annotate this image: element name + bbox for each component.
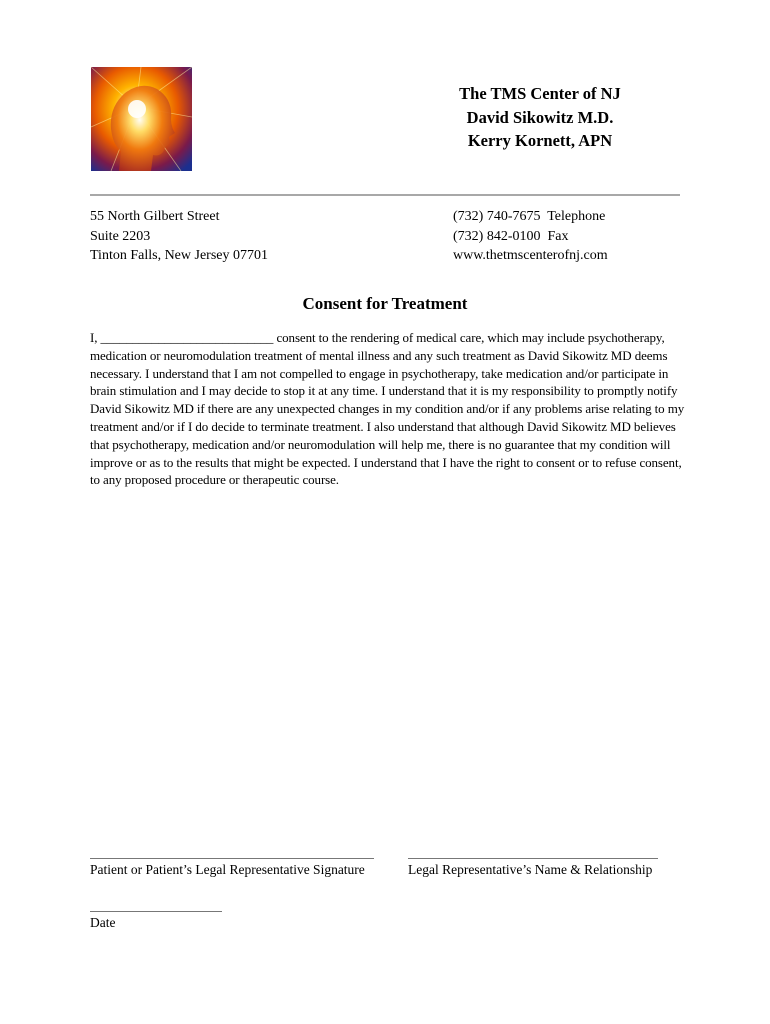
header-divider <box>90 194 680 196</box>
patient-signature-label: Patient or Patient’s Legal Representative Signature <box>90 862 365 877</box>
org-name: The TMS Center of NJ <box>459 84 621 103</box>
representative-name-line[interactable] <box>408 858 658 859</box>
doctor-name: David Sikowitz M.D. <box>466 107 614 127</box>
practice-header <box>420 82 660 153</box>
contact-block <box>453 207 608 266</box>
patient-signature-line[interactable] <box>90 858 374 859</box>
contact-fax: (732) 842-0100 Fax <box>453 228 569 244</box>
consent-paragraph: I, ___________________________ consent to the rendering of medical care, which may include psychotherapy, medication or neuromodulation treatment of mental illness and any such treatment as David Sikowitz MD deems necessary. I understand that I am not compelled to engage in psychotherapy, take medication and/or participate in brain stimulation and I may decide to stop it at any time. I understand that it is my responsibility to promptly notify David Sikowitz MD if there are any unexpected changes in my condition and/or if any problems arise relating to my treatment and/or if I do decide to terminate treatment. I also understand that although David Sikowitz MD believes that psychotherapy, medication and/or neuromodulation will help me, there is no guarantee that my condition will improve or as to the results that might be expected. I understand that I have the right to consent or to refuse consent, to any proposed procedure or therapeutic course. <box>90 330 685 488</box>
address-street: 55 North Gilbert Street <box>90 209 220 224</box>
date-line[interactable] <box>90 911 222 912</box>
contact-website: www.thetmscenterofnj.com <box>453 248 608 263</box>
contact-telephone: (732) 740-7675 Telephone <box>453 209 606 224</box>
representative-name-label: Legal Representative’s Name & Relationship <box>408 862 653 877</box>
address-block <box>90 207 268 266</box>
logo-glowing-head-icon <box>91 67 192 171</box>
address-city: Tinton Falls, New Jersey 07701 <box>90 248 268 263</box>
document-title: Consent for Treatment <box>302 294 468 313</box>
nurse-name: Kerry Kornett, APN <box>467 131 613 150</box>
date-label: Date <box>90 915 116 930</box>
address-suite: Suite 2203 <box>90 228 151 244</box>
